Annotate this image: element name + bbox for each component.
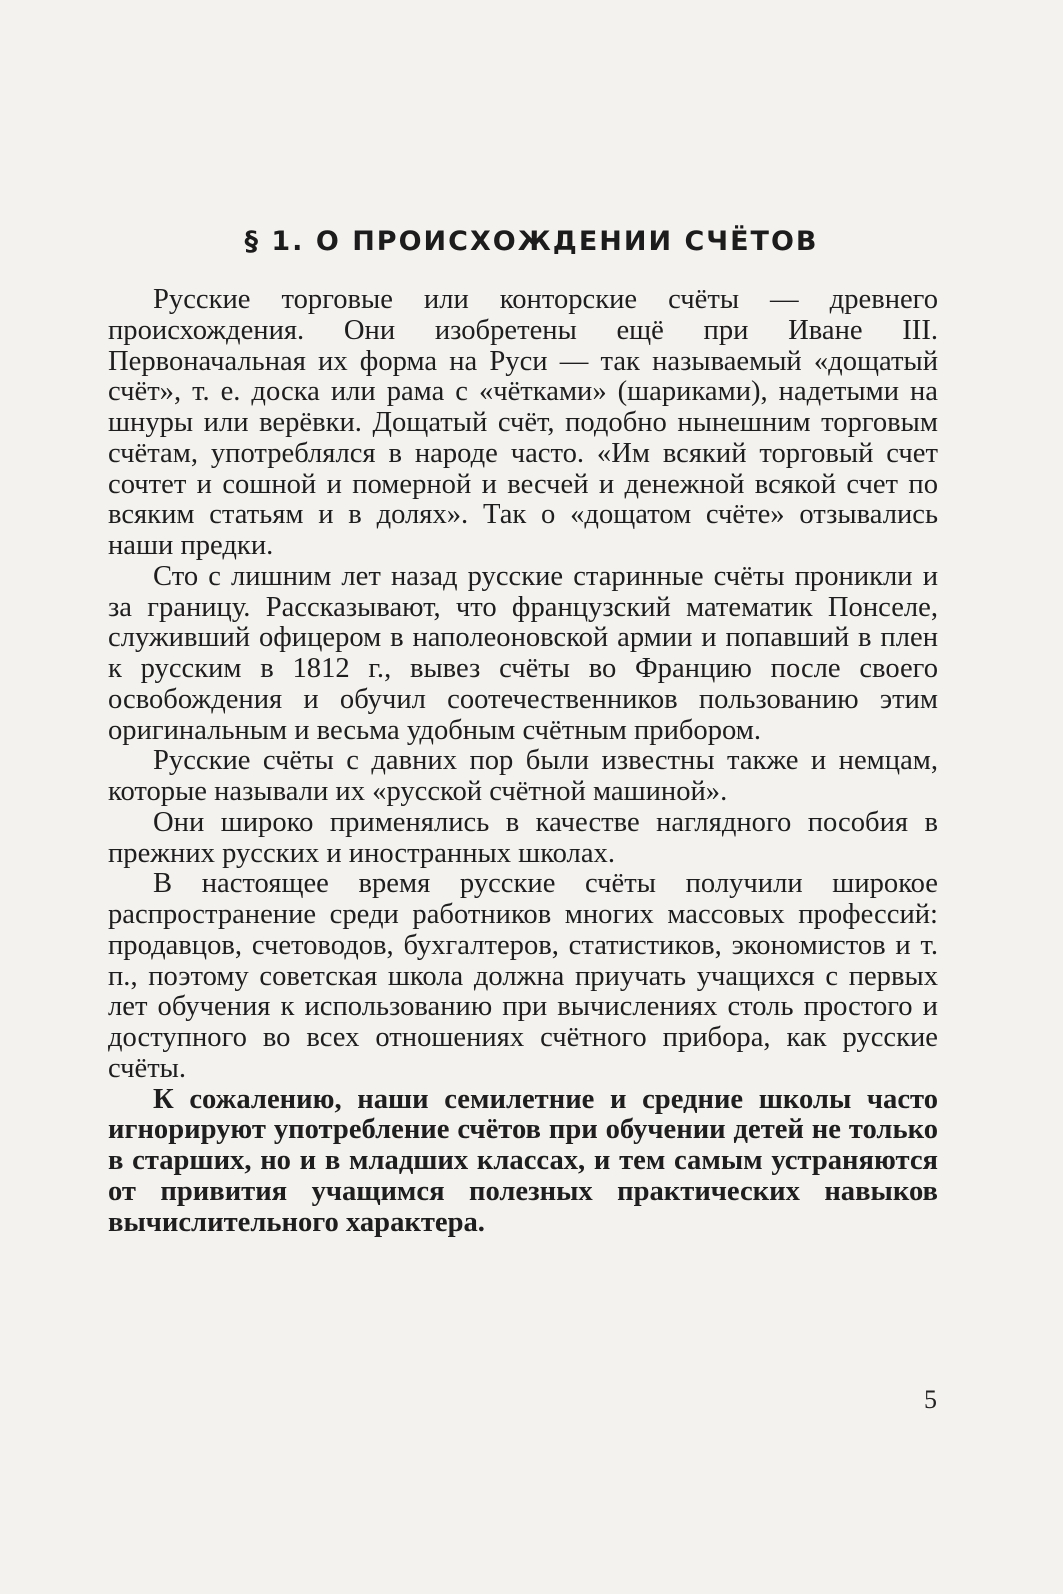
paragraph: К сожалению, наши семилетние и средние школы часто игнорируют употребление счётов при обучении детей не только в старших, но и в младших классах, и тем самым устраняются от привития учащимся полезных практических навыков вычислительного характера. [108, 1083, 938, 1238]
paragraph: Русские торговые или конторские счёты — древнего происхождения. Они изобретены ещё при Иване III. Первоначальная их форма на Руси — так называемый «дощатый счёт», т. е. доска или рама с «чётками» (шариками), надетыми на шнуры или верёвки. Дощатый счёт, подобно нынешним торговым счётам, употреблялся в народе часто. «Им всякий торговый счет сочтет и сошной и померной и весчей и денежной всякой счет по всяким статьям и в долях». Так о «дощатом счёте» отзывались наши предки. [108, 284, 938, 561]
paragraph: Они широко применялись в качестве наглядного пособия в прежних русских и иностранных школах. [108, 806, 938, 869]
body-text [108, 285, 938, 1238]
paragraph: Русские счёты с давних пор были известны также и немцам, которые называли их «русской счётной машиной». [108, 745, 938, 807]
page-number: 5 [924, 1385, 937, 1414]
paragraph: Сто с лишним лет назад русские старинные счёты проникли и за границу. Рассказывают, что французский математик Понселе, служивший офицером в наполеоновской армии и попавший в плен к русским в 1812 г., вывез счёты во Францию после своего освобождения и обучил соотечественников пользованию этим оригинальным и весьма удобным счётным прибором. [108, 560, 938, 746]
section-heading: § 1. О ПРОИСХОЖДЕНИИ СЧЁТОВ [244, 226, 819, 257]
paragraph: В настоящее время русские счёты получили широкое распространение среди работников многих массовых профессий: продавцов, счетоводов, бухгалтеров, статистиков, экономистов и т. п., поэтому советская школа должна приучать учащихся с первых лет обучения к использованию при вычислениях столь простого и доступного во всех отношениях счётного прибора, как русские счёты. [108, 868, 938, 1084]
